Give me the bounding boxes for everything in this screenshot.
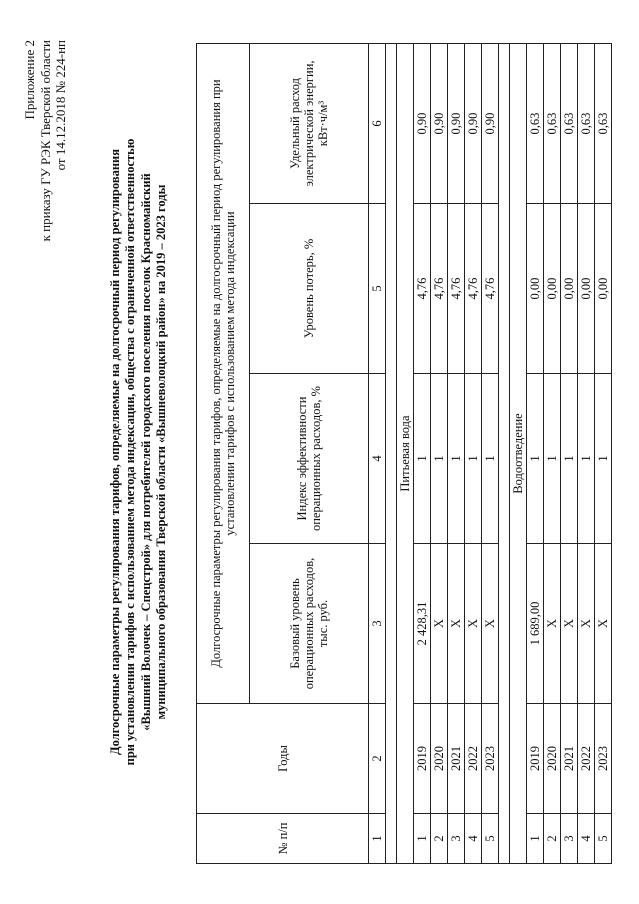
row-year: 2022 — [578, 704, 595, 814]
table-row — [482, 44, 499, 864]
row-energy-rate: 0,63 — [527, 44, 544, 204]
table-row — [527, 44, 544, 864]
row-loss-level: 0,00 — [527, 204, 544, 374]
row-number: 4 — [578, 814, 595, 864]
table-row — [578, 44, 595, 864]
row-year: 2020 — [544, 704, 561, 814]
column-number: 5 — [369, 204, 386, 374]
header-loss-level: Уровень потерь, % — [250, 204, 369, 374]
table-row — [544, 44, 561, 864]
row-energy-rate: 0,63 — [544, 44, 561, 204]
row-number: 1 — [527, 814, 544, 864]
row-year: 2021 — [561, 704, 578, 814]
row-base-cost: X — [448, 544, 465, 704]
title-line: муниципального образования Тверской области «Вышневолоцкий район» на 2019 – 2023 годы — [154, 184, 169, 720]
row-year: 2023 — [595, 704, 612, 814]
row-base-cost: X — [544, 544, 561, 704]
appendix-line: от 14.12.2018 № 224-нп — [53, 40, 68, 171]
column-number: 4 — [369, 374, 386, 544]
row-number: 1 — [414, 814, 431, 864]
row-base-cost: X — [431, 544, 448, 704]
row-energy-rate: 0,90 — [414, 44, 431, 204]
row-efficiency-index: 1 — [482, 374, 499, 544]
row-year: 2019 — [527, 704, 544, 814]
header-energy-rate: Удельный расход электрической энергии, кВт·ч/м³ — [250, 44, 369, 204]
section-heading: Водоотведение — [510, 44, 527, 864]
row-year: 2023 — [482, 704, 499, 814]
row-year: 2019 — [414, 704, 431, 814]
row-efficiency-index: 1 — [578, 374, 595, 544]
document-title — [108, 120, 170, 784]
row-energy-rate: 0,90 — [482, 44, 499, 204]
row-efficiency-index: 1 — [544, 374, 561, 544]
section-heading: Питьевая вода — [397, 44, 414, 864]
row-base-cost: X — [578, 544, 595, 704]
row-loss-level: 0,00 — [595, 204, 612, 374]
parameters-table — [196, 43, 612, 864]
row-loss-level: 4,76 — [482, 204, 499, 374]
column-number: 2 — [369, 704, 386, 814]
row-number: 4 — [465, 814, 482, 864]
row-efficiency-index: 1 — [527, 374, 544, 544]
column-number: 1 — [369, 814, 386, 864]
row-energy-rate: 0,90 — [465, 44, 482, 204]
row-energy-rate: 0,63 — [595, 44, 612, 204]
header-efficiency-index: Индекс эффективности операционных расходов, % — [250, 374, 369, 544]
row-number: 3 — [448, 814, 465, 864]
spacer-row — [386, 44, 397, 864]
row-base-cost: 2 428,31 — [414, 544, 431, 704]
table-row — [448, 44, 465, 864]
row-loss-level: 4,76 — [431, 204, 448, 374]
row-energy-rate: 0,90 — [431, 44, 448, 204]
row-efficiency-index: 1 — [561, 374, 578, 544]
row-efficiency-index: 1 — [595, 374, 612, 544]
row-energy-rate: 0,63 — [561, 44, 578, 204]
row-number: 5 — [482, 814, 499, 864]
title-line: при установлении тарифов с использованием метода индексации, общества с ограниченной ответственностью — [123, 138, 138, 766]
appendix-line: к приказу ГУ РЭК Тверской области — [37, 40, 53, 242]
row-energy-rate: 0,90 — [448, 44, 465, 204]
row-loss-level: 4,76 — [448, 204, 465, 374]
row-energy-rate: 0,63 — [578, 44, 595, 204]
title-line: Долгосрочные параметры регулирования тарифов, определяемые на долгосрочный период регулирования — [108, 149, 122, 756]
row-number: 5 — [595, 814, 612, 864]
appendix-header — [22, 40, 69, 400]
row-number: 3 — [561, 814, 578, 864]
header-group: Долгосрочные параметры регулирования тарифов, определяемые на долгосрочный период регулирования при установлении тарифов с использованием метода индексации — [197, 44, 250, 704]
title-line: «Вышний Волочек – Спецстрой» для потребителей городского поселения поселок Красномайский — [138, 173, 153, 731]
header-years: Годы — [197, 704, 369, 814]
row-base-cost: X — [482, 544, 499, 704]
row-year: 2022 — [465, 704, 482, 814]
row-efficiency-index: 1 — [431, 374, 448, 544]
column-number: 3 — [369, 544, 386, 704]
row-efficiency-index: 1 — [448, 374, 465, 544]
spacer-row — [499, 44, 510, 864]
row-loss-level: 0,00 — [544, 204, 561, 374]
table-row — [595, 44, 612, 864]
row-loss-level: 0,00 — [561, 204, 578, 374]
row-base-cost: X — [595, 544, 612, 704]
row-base-cost: 1 689,00 — [527, 544, 544, 704]
row-base-cost: X — [465, 544, 482, 704]
appendix-line: Приложение 2 — [22, 40, 37, 120]
table-row — [561, 44, 578, 864]
row-number: 2 — [431, 814, 448, 864]
table-row — [414, 44, 431, 864]
header-num: № п/п — [197, 814, 369, 864]
row-year: 2021 — [448, 704, 465, 814]
header-base-cost: Базовый уровень операционных расходов, тыс. руб. — [250, 544, 369, 704]
row-base-cost: X — [561, 544, 578, 704]
row-loss-level: 4,76 — [414, 204, 431, 374]
table-row — [465, 44, 482, 864]
row-loss-level: 4,76 — [465, 204, 482, 374]
row-efficiency-index: 1 — [414, 374, 431, 544]
row-year: 2020 — [431, 704, 448, 814]
row-number: 2 — [544, 814, 561, 864]
row-efficiency-index: 1 — [465, 374, 482, 544]
row-loss-level: 0,00 — [578, 204, 595, 374]
column-number: 6 — [369, 44, 386, 204]
table-row — [431, 44, 448, 864]
